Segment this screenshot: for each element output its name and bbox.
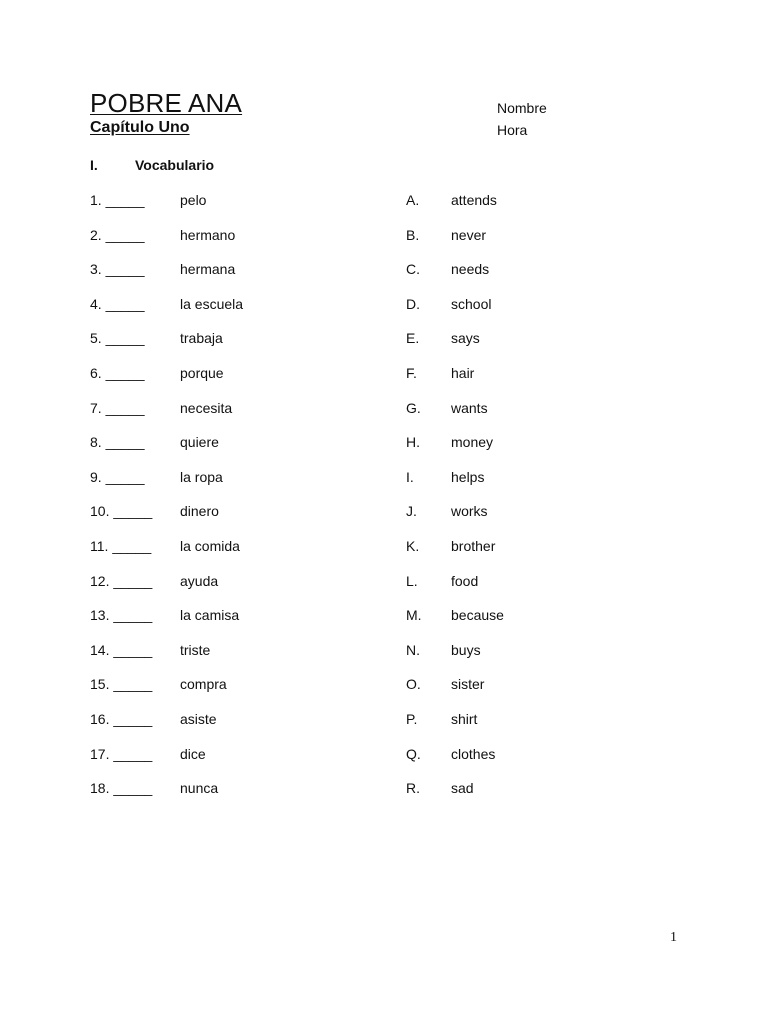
item-number-blank: 5. _____ [90,330,145,347]
spanish-word: necesita [180,399,233,416]
english-word: sad [451,780,474,797]
answer-letter: F. [406,364,417,381]
item-number-blank: 16. _____ [90,710,153,727]
vocab-row [0,296,768,331]
english-word: clothes [451,745,496,762]
item-number-blank: 2. _____ [90,226,145,243]
vocab-row [0,469,768,504]
item-number-blank: 8. _____ [90,434,145,451]
spanish-word: la escuela [180,295,244,312]
vocab-row [0,642,768,677]
spanish-word: nunca [180,780,219,797]
spanish-word: ayuda [180,572,219,589]
item-number-blank: 17. _____ [90,745,153,762]
answer-letter: H. [406,434,420,451]
spanish-word: porque [180,364,224,381]
spanish-word: la comida [180,537,240,554]
spanish-word: compra [180,676,227,693]
english-word: works [451,503,488,520]
answer-letter: B. [406,226,420,243]
item-number-blank: 6. _____ [90,364,145,381]
item-number-blank: 9. _____ [90,468,145,485]
vocab-row [0,676,768,711]
english-word: wants [451,399,488,416]
english-word: shirt [451,710,478,727]
spanish-word: hermano [180,226,236,243]
item-number-blank: 14. _____ [90,641,153,658]
vocab-row [0,330,768,365]
english-word: never [451,226,487,243]
spanish-word: hermana [180,261,236,278]
answer-letter: D. [406,295,420,312]
answer-letter: G. [406,399,421,416]
item-number-blank: 15. _____ [90,676,153,693]
answer-letter: I. [406,468,414,485]
item-number-blank: 10. _____ [90,503,153,520]
item-number-blank: 13. _____ [90,607,153,624]
spanish-word: triste [180,641,211,658]
vocab-row [0,538,768,573]
page-number: 1 [670,930,677,945]
answer-letter: P. [406,710,418,727]
item-number-blank: 7. _____ [90,399,145,416]
answer-letter: O. [406,676,421,693]
name-label: Nombre [497,100,547,116]
vocab-row [0,192,768,227]
vocabulary-list [0,192,768,815]
english-word: food [451,572,479,589]
section-number: I. [90,157,98,173]
vocab-row [0,227,768,262]
answer-letter: E. [406,330,420,347]
spanish-word: la camisa [180,607,240,624]
spanish-word: la ropa [180,468,223,485]
english-word: hair [451,364,475,381]
english-word: sister [451,676,485,693]
item-number-blank: 3. _____ [90,261,145,278]
answer-letter: Q. [406,745,421,762]
chapter-title: Capítulo Uno [90,119,190,136]
vocab-row [0,434,768,469]
spanish-word: dinero [180,503,219,520]
vocab-row [0,503,768,538]
vocab-row [0,746,768,781]
answer-letter: C. [406,261,420,278]
spanish-word: pelo [180,192,207,208]
vocab-row [0,573,768,608]
answer-letter: A. [406,192,420,208]
vocab-row [0,365,768,400]
answer-letter: K. [406,537,420,554]
vocab-row [0,780,768,815]
item-number-blank: 12. _____ [90,572,153,589]
item-number-blank: 11. _____ [90,537,152,554]
english-word: brother [451,537,496,554]
answer-letter: L. [406,572,418,589]
vocab-row [0,261,768,296]
item-number-blank: 4. _____ [90,295,145,312]
answer-letter: M. [406,607,422,624]
hour-label: Hora [497,122,528,138]
english-word: because [451,607,504,624]
english-word: needs [451,261,490,278]
answer-letter: R. [406,780,420,797]
spanish-word: trabaja [180,330,223,347]
english-word: school [451,295,492,312]
vocab-row [0,607,768,642]
document-title: POBRE ANA [90,88,243,118]
vocab-row [0,711,768,746]
english-word: buys [451,641,481,658]
english-word: money [451,434,494,451]
answer-letter: N. [406,641,420,658]
english-word: says [451,330,480,347]
english-word: attends [451,192,497,208]
spanish-word: asiste [180,710,217,727]
spanish-word: dice [180,745,206,762]
english-word: helps [451,468,485,485]
answer-letter: J. [406,503,417,520]
item-number-blank: 1. _____ [90,192,145,208]
item-number-blank: 18. _____ [90,780,153,797]
section-title: Vocabulario [135,157,215,173]
spanish-word: quiere [180,434,219,451]
vocab-row [0,400,768,435]
